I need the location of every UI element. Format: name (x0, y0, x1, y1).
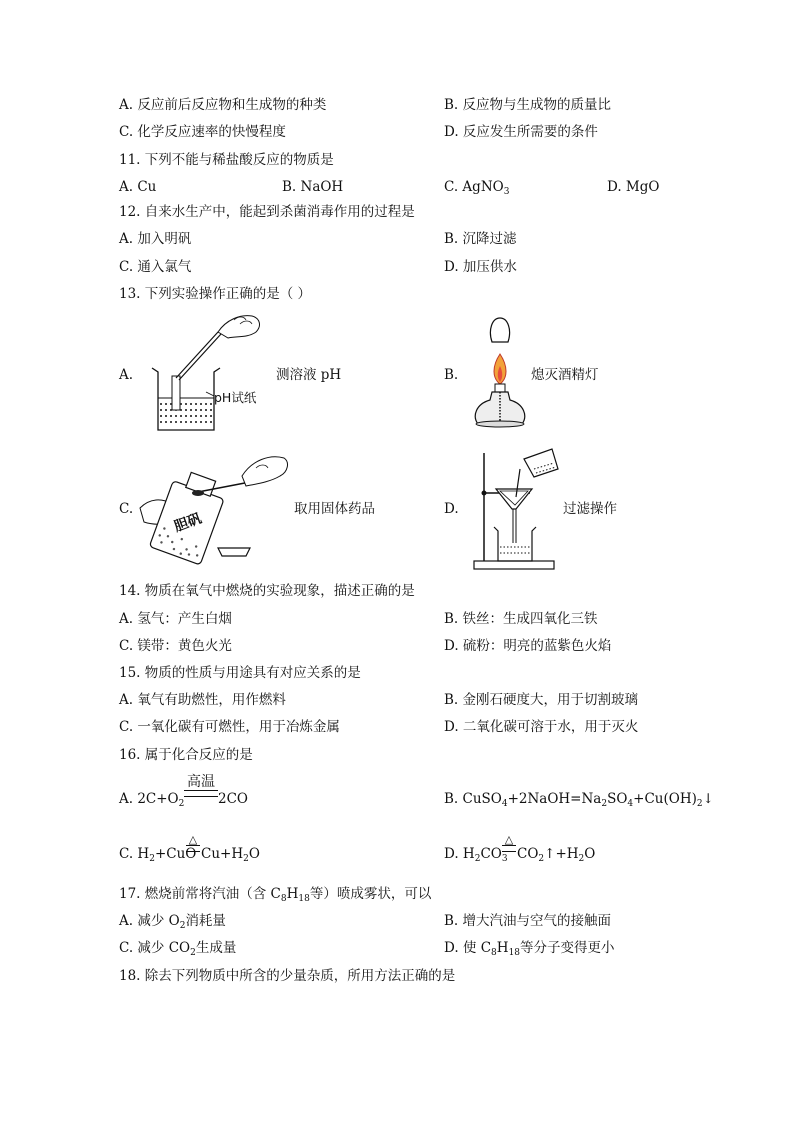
q16-option-b: B. $CuSO_4+2NaOH=Na_2SO_4+Cu(OH)_2↓$ (444, 791, 714, 809)
bottle-label: 胆矾 (172, 510, 204, 536)
q13-stem: 13. 下列实验操作正确的是（ ） (119, 286, 312, 302)
q16-option-a-left: A. $2C+O_2$ (119, 791, 185, 809)
q10-option-d: D. 反应发生所需要的条件 (444, 124, 598, 140)
q17-option-a: A. 减少 $O_2$消耗量 (119, 913, 226, 931)
q15-option-b: B. 金刚石硬度大，用于切割玻璃 (444, 692, 639, 708)
q12-option-d: D. 加压供水 (444, 259, 517, 275)
q11-option-d: D. MgO (607, 179, 660, 195)
q13-option-a-letter: A. (119, 367, 134, 383)
q12-option-a: A. 加入明矾 (119, 231, 192, 247)
q17-option-c: C. 减少 $CO_2$生成量 (119, 940, 237, 958)
q17-option-b: B. 增大汽油与空气的接触面 (444, 913, 612, 929)
q13-option-a-caption: 测溶液 pH (276, 367, 342, 383)
filtration-figure (470, 447, 562, 571)
q15-stem: 15. 物质的性质与用途具有对应关系的是 (119, 665, 361, 681)
q11-stem: 11. 下列不能与稀盐酸反应的物质是 (119, 152, 334, 168)
q14-stem: 14. 物质在氧气中燃烧的实验现象，描述正确的是 (119, 583, 415, 599)
q12-stem: 12. 自来水生产中，能起到杀菌消毒作用的过程是 (119, 204, 415, 220)
q13-option-d-letter: D. (444, 501, 459, 517)
q13-option-d-caption: 过滤操作 (563, 501, 617, 517)
q10-option-a: A. 反应前后反应物和生成物的种类 (119, 97, 327, 113)
q15-option-d: D. 二氧化碳可溶于水，用于灭火 (444, 719, 639, 735)
ph-paper-label: pH试纸 (214, 390, 257, 405)
q13-option-b-caption: 熄灭酒精灯 (531, 367, 599, 383)
q16-option-a-right: 2CO (218, 791, 248, 807)
q12-option-b: B. 沉降过滤 (444, 231, 517, 247)
q13-option-c-letter: C. (119, 501, 134, 517)
q16-option-d-left: D. $H_2CO_3$ (444, 846, 508, 864)
q16-option-d-equals-sign: △ (502, 834, 516, 852)
q16-option-a-equals-sign: 高温 (184, 775, 218, 797)
q15-option-c: C. 一氧化碳有可燃性，用于冶炼金属 (119, 719, 340, 735)
q11-option-a: A. Cu (119, 179, 157, 195)
q17-stem: 17. 燃烧前常将汽油（含 $C_8H_{18}$等）喷成雾状，可以 (119, 886, 432, 904)
q16-option-c-left: C. $H_2+CuO$ (119, 846, 197, 864)
q13-option-b-letter: B. (444, 367, 459, 383)
q16-option-c-right: $Cu+H_2O$ (201, 846, 260, 864)
q14-option-b: B. 铁丝：生成四氧化三铁 (444, 611, 598, 627)
q12-option-c: C. 通入氯气 (119, 259, 192, 275)
q11-option-c: C. AgNO$_3$ (444, 179, 510, 197)
q16-stem: 16. 属于化合反应的是 (119, 747, 253, 763)
solid-reagent-figure (138, 448, 290, 572)
q13-option-c-caption: 取用固体药品 (294, 501, 375, 517)
q10-option-c: C. 化学反应速率的快慢程度 (119, 124, 286, 140)
q14-option-c: C. 镁带：黄色火光 (119, 638, 232, 654)
q16-option-d-right: $CO_2↑+H_2O$ (517, 846, 596, 864)
q10-option-b: B. 反应物与生成物的质量比 (444, 97, 612, 113)
alcohol-lamp-figure (470, 312, 532, 432)
q18-stem: 18. 除去下列物质中所含的少量杂质，所用方法正确的是 (119, 968, 456, 984)
q15-option-a: A. 氧气有助燃性，用作燃料 (119, 692, 286, 708)
q14-option-d: D. 硫粉：明亮的蓝紫色火焰 (444, 638, 612, 654)
ph-test-figure (148, 310, 273, 435)
q14-option-a: A. 氢气：产生白烟 (119, 611, 232, 627)
q16-option-c-equals-sign: △ (186, 834, 200, 852)
q17-option-d: D. 使 $C_8H_{18}$等分子变得更小 (444, 940, 615, 958)
q11-option-b: B. NaOH (282, 179, 344, 195)
